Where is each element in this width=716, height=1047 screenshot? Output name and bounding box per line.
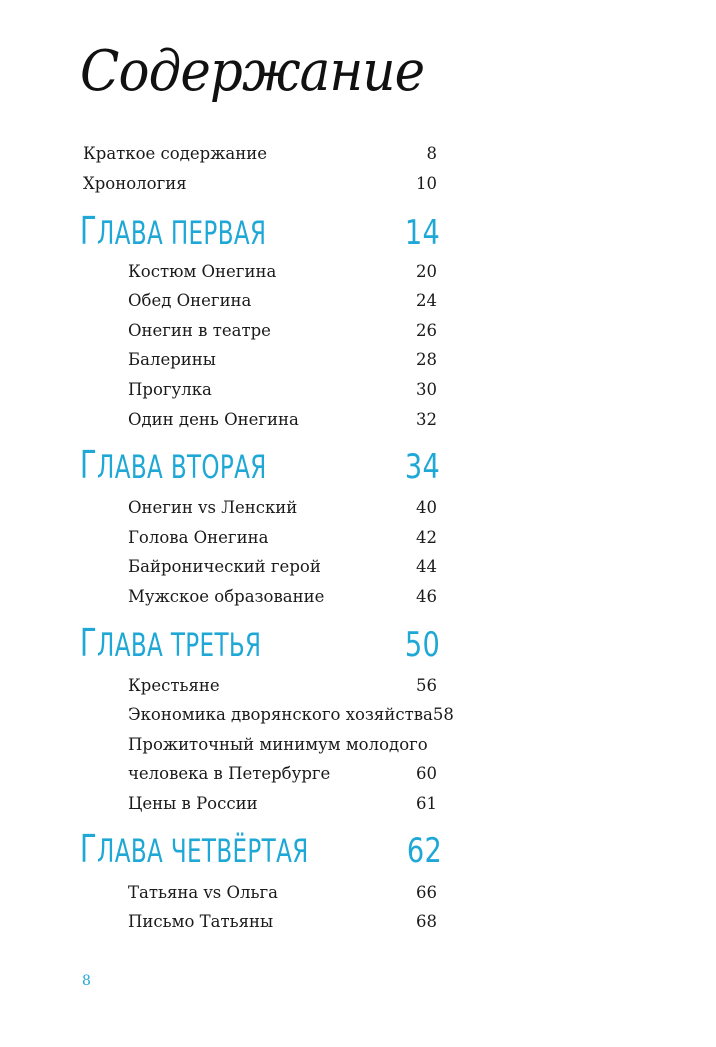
toc-entry-page: 60 bbox=[416, 764, 437, 783]
toc-entry[interactable] bbox=[128, 589, 437, 606]
toc-entry-label: Один день Онегина bbox=[128, 410, 299, 429]
toc-entry[interactable] bbox=[128, 323, 437, 340]
toc-entry-label: Балерины bbox=[128, 350, 216, 369]
chapter-label: ГЛАВА ВТОРАЯ bbox=[80, 443, 267, 487]
chapter-heading-4[interactable] bbox=[80, 827, 442, 871]
toc-entry[interactable] bbox=[128, 737, 437, 754]
toc-entry-page: 56 bbox=[416, 676, 437, 695]
chapter-label: ГЛАВА ТРЕТЬЯ bbox=[80, 621, 262, 665]
toc-entry[interactable] bbox=[128, 530, 437, 547]
chapter-page: 50 bbox=[404, 625, 440, 665]
chapter-heading-2[interactable] bbox=[80, 443, 440, 487]
toc-entry[interactable] bbox=[128, 264, 437, 281]
chapter-heading-1[interactable] bbox=[80, 209, 440, 253]
toc-entry-label: Письмо Татьяны bbox=[128, 912, 274, 931]
toc-entry[interactable] bbox=[83, 146, 437, 163]
chapter-page: 62 bbox=[406, 831, 442, 871]
toc-entry[interactable] bbox=[128, 914, 437, 931]
toc-entry-label: Онегин vs Ленский bbox=[128, 498, 298, 517]
toc-entry-page: 46 bbox=[416, 587, 437, 606]
toc-entry-page: 32 bbox=[416, 410, 437, 429]
toc-entry[interactable] bbox=[128, 559, 437, 576]
toc-entry-page: 10 bbox=[416, 174, 437, 193]
page-title: Содержание bbox=[80, 39, 425, 104]
toc-entry[interactable] bbox=[128, 500, 437, 517]
toc-entry-page: 26 bbox=[416, 321, 437, 340]
chapter-label: ГЛАВА ЧЕТВЁРТАЯ bbox=[80, 827, 309, 871]
toc-entry-label: Костюм Онегина bbox=[128, 262, 277, 281]
toc-entry[interactable] bbox=[128, 705, 454, 724]
toc-entry[interactable] bbox=[128, 293, 437, 310]
toc-entry[interactable] bbox=[128, 382, 437, 399]
toc-entry[interactable] bbox=[128, 352, 437, 369]
toc-entry-page: 44 bbox=[416, 557, 437, 576]
toc-entry-label: Байронический герой bbox=[128, 557, 321, 576]
toc-entry-label: Цены в России bbox=[128, 794, 258, 813]
toc-entry-page: 8 bbox=[426, 144, 437, 163]
toc-entry-label: Голова Онегина bbox=[128, 528, 269, 547]
toc-entry-page: 61 bbox=[416, 794, 437, 813]
toc-entry-label: Обед Онегина bbox=[128, 291, 252, 310]
page-number: 8 bbox=[82, 973, 91, 989]
chapter-page: 14 bbox=[404, 213, 440, 253]
toc-entry[interactable] bbox=[128, 766, 437, 783]
toc-entry-page: 30 bbox=[416, 380, 437, 399]
toc-entry-page: 28 bbox=[416, 350, 437, 369]
toc-entry-label: Крестьяне bbox=[128, 676, 220, 695]
chapter-page: 34 bbox=[404, 447, 440, 487]
toc-entry[interactable] bbox=[128, 678, 437, 695]
toc-entry-label: Прожиточный минимум молодого bbox=[128, 735, 428, 754]
toc-entry-label: Татьяна vs Ольга bbox=[128, 883, 278, 902]
toc-entry[interactable] bbox=[83, 176, 437, 193]
toc-entry-page: 58 bbox=[432, 705, 454, 724]
toc-entry-page: 24 bbox=[416, 291, 437, 310]
toc-entry-label: человека в Петербурге bbox=[128, 764, 331, 783]
toc-entry-page: 40 bbox=[416, 498, 437, 517]
toc-entry-page: 42 bbox=[416, 528, 437, 547]
toc-entry[interactable] bbox=[128, 796, 437, 813]
toc-entry[interactable] bbox=[128, 412, 437, 429]
toc-entry[interactable] bbox=[128, 885, 437, 902]
toc-entry-label: Краткое содержание bbox=[83, 144, 267, 163]
chapter-heading-3[interactable] bbox=[80, 621, 440, 665]
toc-entry-page: 68 bbox=[416, 912, 437, 931]
toc-entry-label: Прогулка bbox=[128, 380, 212, 399]
toc-entry-page: 20 bbox=[416, 262, 437, 281]
toc-entry-label: Мужское образование bbox=[128, 587, 325, 606]
toc-entry-page: 66 bbox=[416, 883, 437, 902]
toc-entry-label: Экономика дворянского хозяйства bbox=[128, 705, 433, 724]
toc-entry-label: Онегин в театре bbox=[128, 321, 271, 340]
toc-entry-label: Хронология bbox=[83, 174, 187, 193]
chapter-label: ГЛАВА ПЕРВАЯ bbox=[80, 209, 267, 253]
